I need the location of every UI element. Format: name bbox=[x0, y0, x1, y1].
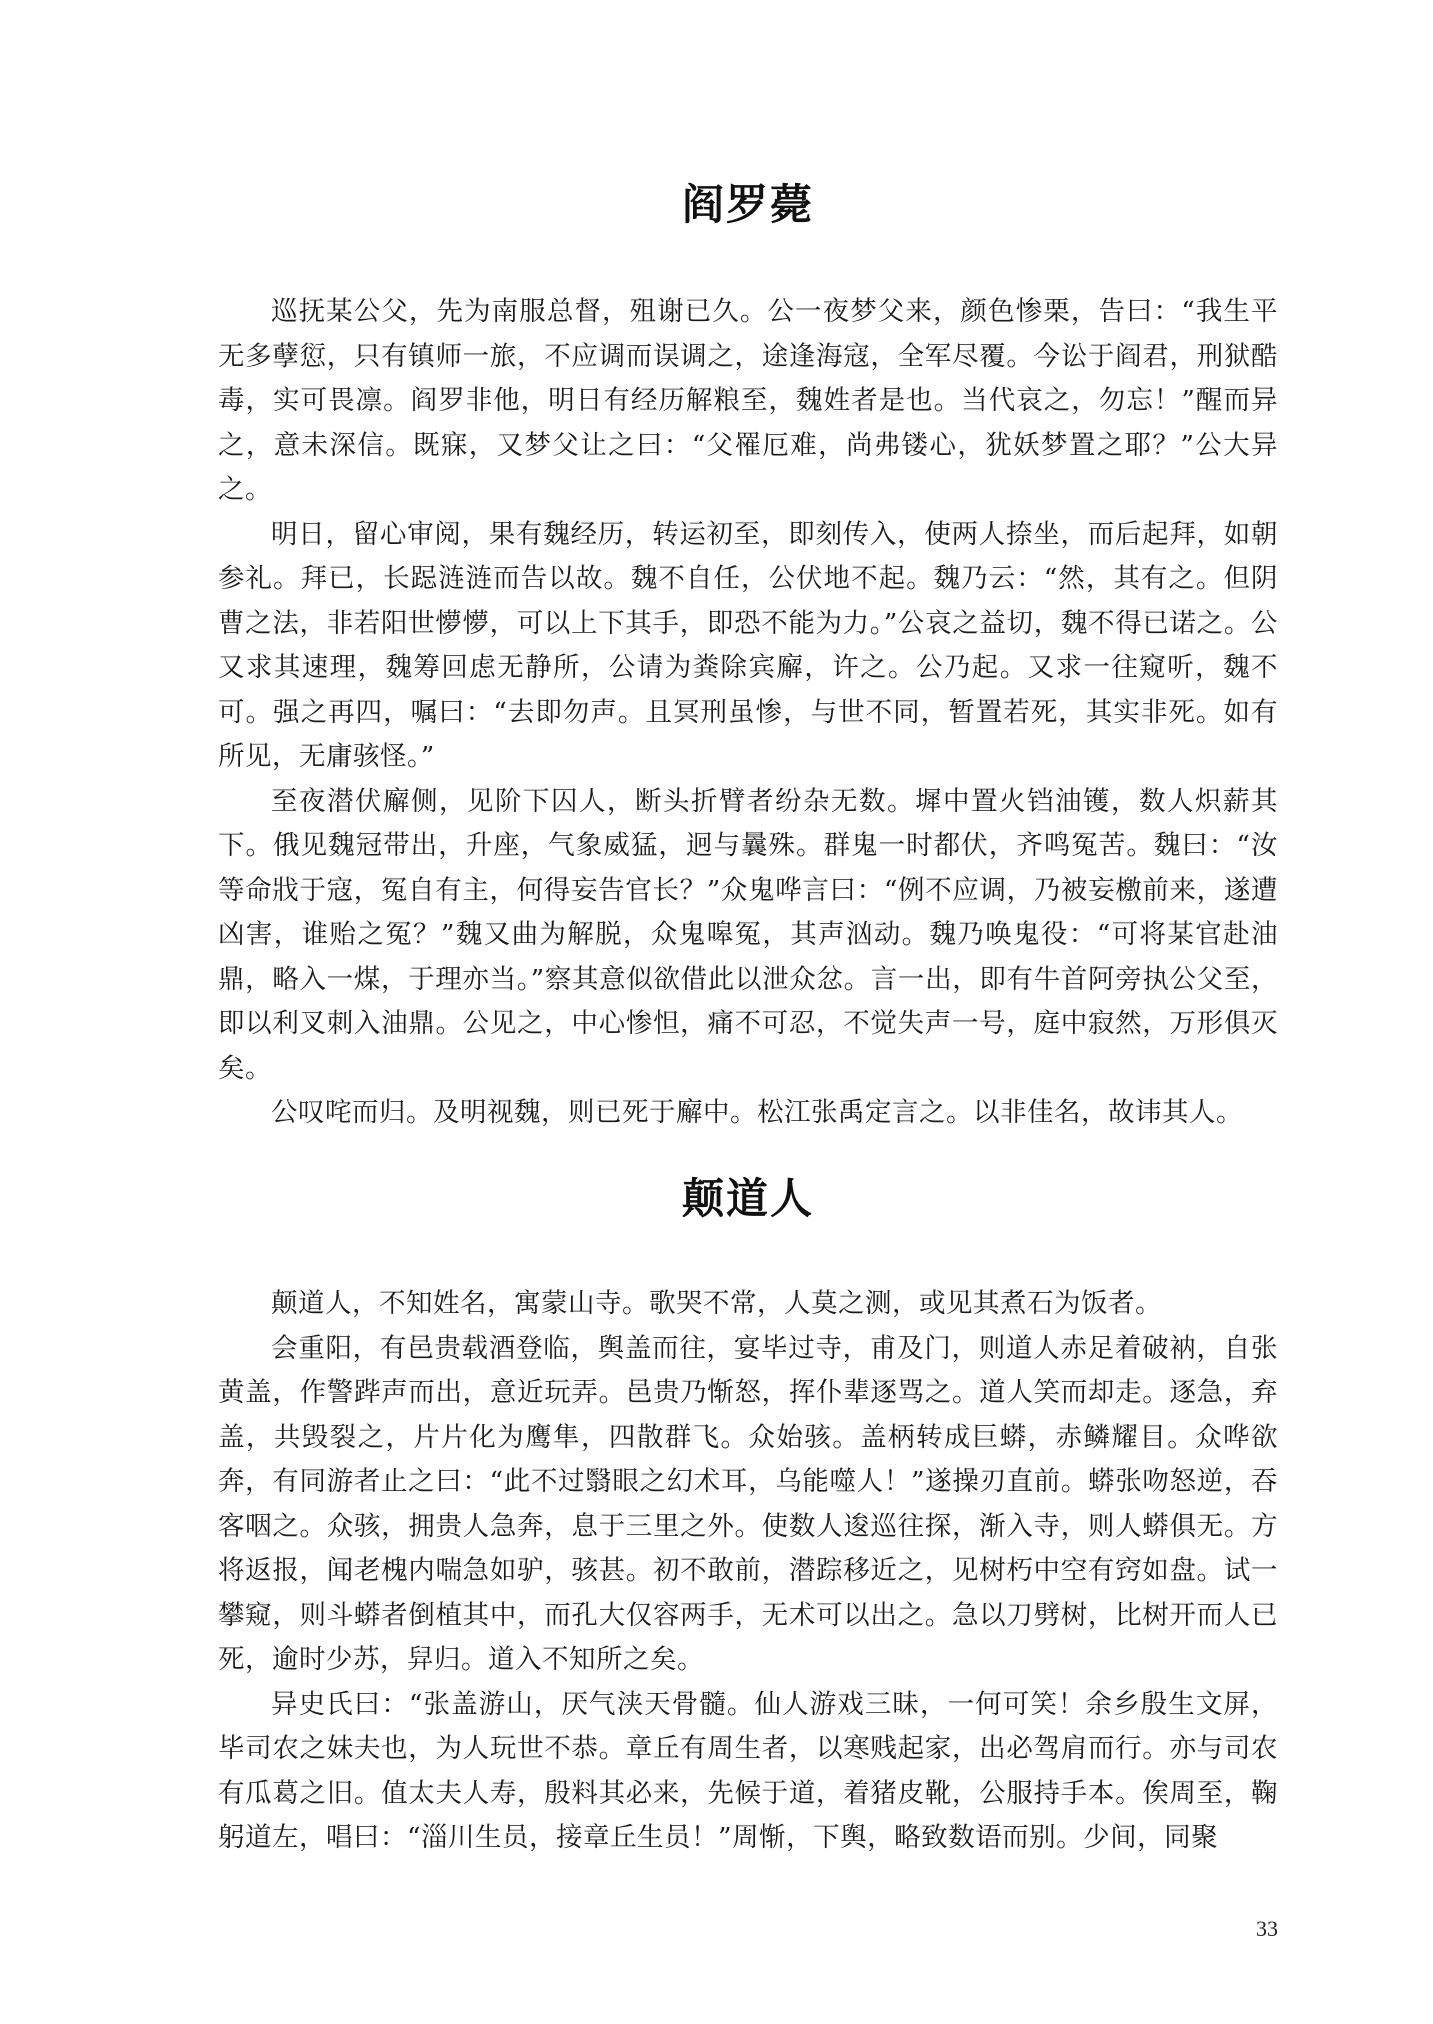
paragraph: 异史氏曰：“张盖游山，厌气浃天骨髓。仙人游戏三昧，一何可笑！余乡殷生文屏，毕司农之妹夫也，为人玩世不恭。章丘有周生者，以寒贱起家，出必驾肩而行。亦与司农有瓜葛之旧。值太夫人寿，殷料其必来，先候于道，着猪皮靴，公服持手本。俟周至，鞠躬道左，唱曰：“淄川生员，接章丘生员！”周惭，下舆，略致数语而别。少间，同聚 bbox=[218, 1688, 1278, 1853]
section-title: 颠道人 bbox=[681, 1174, 814, 1223]
paragraph: 颠道人，不知姓名，寓蒙山寺。歌哭不常，人莫之测，或见其煮石为饭者。 bbox=[271, 1288, 1162, 1319]
section-body bbox=[218, 1282, 1278, 1861]
page-number: 33 bbox=[1256, 1916, 1278, 1941]
paragraph: 至夜潜伏廨侧，见阶下囚人，断头折臂者纷杂无数。墀中置火铛油镬，数人炽薪其下。俄见魏冠带出，升座，气象威猛，迥与曩殊。群鬼一时都伏，齐鸣冤苦。魏曰：“汝等命戕于寇，冤自有主，何得妄告官长？”众鬼哗言曰：“例不应调，乃被妄檄前来，遂遭凶害，谁贻之冤？”魏又曲为解脱，众鬼嗥冤，其声汹动。魏乃唤鬼役：“可将某官赴油鼎，略入一煤，于理亦当。”察其意似欲借此以泄众忿。言一出，即有牛首阿旁执公父至，即以利叉刺入油鼎。公见之，中心惨怛，痛不可忍，不觉失声一号，庭中寂然，万形俱灭矣。 bbox=[218, 785, 1278, 1084]
paragraph: 公叹咤而归。及明视魏，则已死于廨中。松江张禹定言之。以非佳名，故讳其人。 bbox=[271, 1097, 1243, 1128]
book-page bbox=[218, 0, 1278, 2024]
paragraph: 巡抚某公父，先为南服总督，殂谢已久。公一夜梦父来，颜色惨栗，告曰：“我生平无多孽愆，只有镇师一旅，不应调而误调之，途逢海寇，全军尽覆。今讼于阎君，刑狱酷毒，实可畏凛。阎罗非他，明日有经历解粮至，魏姓者是也。当代哀之，勿忘！”醒而异之，意未深信。既寐，又梦父让之曰：“父罹厄难，尚弗镂心，犹妖梦置之耶？”公大异之。 bbox=[218, 296, 1278, 505]
section-body bbox=[218, 290, 1278, 1136]
paragraph: 会重阳，有邑贵载酒登临，舆盖而往，宴毕过寺，甫及门，则道人赤足着破衲，自张黄盖，作警跸声而出，意近玩弄。邑贵乃惭怒，挥仆辈逐骂之。道人笑而却走。逐急，弃盖，共毁裂之，片片化为鹰隼，四散群飞。众始骇。盖柄转成巨蟒，赤鳞耀目。众哗欲奔，有同游者止之曰：“此不过翳眼之幻术耳，乌能噬人！”遂操刃直前。蟒张吻怒逆，吞客咽之。众骇，拥贵人急奔，息于三里之外。使数人逡巡往探，渐入寺，则人蟒俱无。方将返报，闻老槐内喘急如驴，骇甚。初不敢前，潜踪移近之，见树朽中空有窍如盘。试一攀窥，则斗蟒者倒植其中，而孔大仅容两手，无术可以出之。急以刀劈树，比树开而人已死，逾时少苏，舁归。道入不知所之矣。 bbox=[218, 1332, 1278, 1675]
paragraph: 明日，留心审阅，果有魏经历，转运初至，即刻传入，使两人捺坐，而后起拜，如朝参礼。拜已，长跽涟涟而告以故。魏不自任，公伏地不起。魏乃云：“然，其有之。但阴曹之法，非若阳世懜懜，可以上下其手，即恐不能为力。”公哀之益切，魏不得已诺之。公又求其速理，魏筹回虑无静所，公请为粪除宾廨，许之。公乃起。又求一往窥听，魏不可。强之再四，嘱曰：“去即勿声。且冥刑虽惨，与世不同，暂置若死，其实非死。如有所见，无庸骇怪。” bbox=[218, 518, 1278, 772]
section-title: 阎罗薨 bbox=[681, 180, 814, 229]
